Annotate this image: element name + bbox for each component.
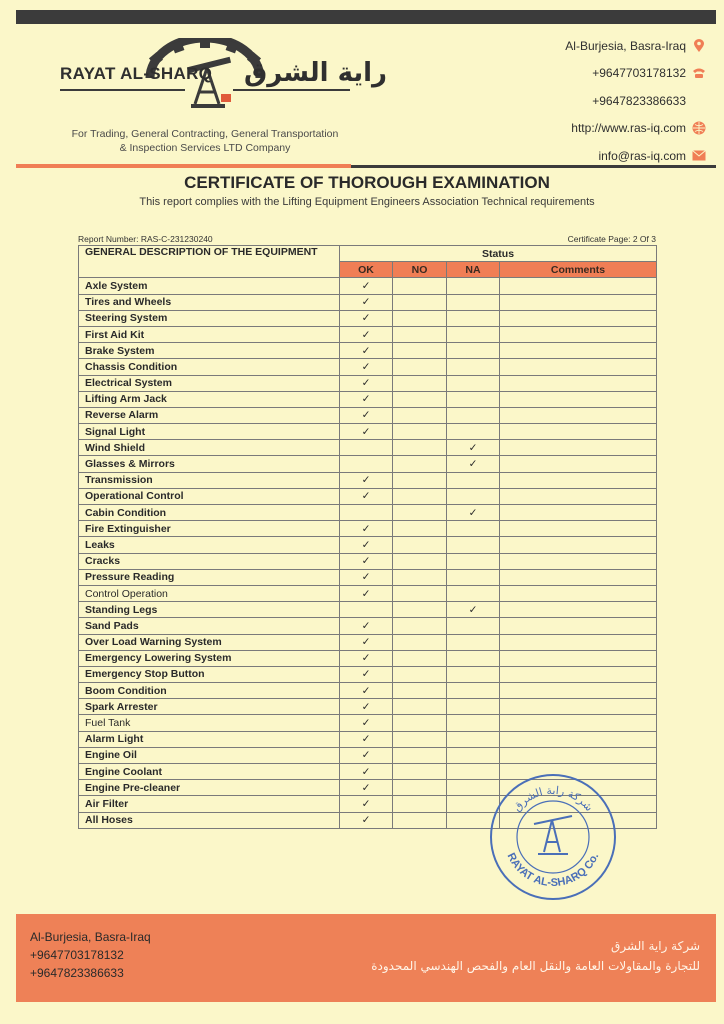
- check-mark-icon: ✓: [361, 474, 371, 487]
- status-cell-no: [393, 569, 447, 585]
- status-cell-no: [393, 715, 447, 731]
- check-mark-icon: ✓: [361, 571, 371, 584]
- equipment-item: Engine Oil: [79, 747, 340, 763]
- status-cell-ok: [340, 634, 393, 650]
- status-cell-ok: [340, 472, 393, 488]
- check-mark-icon: ✓: [468, 506, 478, 519]
- status-cell-ok: [340, 310, 393, 326]
- status-cell-ok: [340, 343, 393, 359]
- status-cell-na: [447, 359, 500, 375]
- table-row: [79, 424, 657, 440]
- contact-phone-1: +9647703178132: [565, 60, 706, 88]
- status-cell-ok: [340, 424, 393, 440]
- col-comments-header: Comments: [500, 262, 657, 278]
- status-cell-ok: [340, 747, 393, 763]
- status-cell-na: [447, 456, 500, 472]
- equipment-item: Cracks: [79, 553, 340, 569]
- status-cell-na: [447, 683, 500, 699]
- status-cell-na: [447, 747, 500, 763]
- status-cell-no: [393, 359, 447, 375]
- status-cell-no: [393, 488, 447, 504]
- status-cell-ok: [340, 488, 393, 504]
- check-mark-icon: ✓: [361, 344, 371, 357]
- equipment-item: Transmission: [79, 472, 340, 488]
- status-cell-na: [447, 699, 500, 715]
- comments-cell: [500, 553, 657, 569]
- equipment-item: First Aid Kit: [79, 326, 340, 342]
- status-cell-na: [447, 375, 500, 391]
- comments-cell: [500, 731, 657, 747]
- status-cell-ok: [340, 602, 393, 618]
- table-row: [79, 731, 657, 747]
- comments-cell: [500, 343, 657, 359]
- status-cell-ok: [340, 278, 393, 294]
- equipment-item: Control Operation: [79, 585, 340, 601]
- status-cell-no: [393, 747, 447, 763]
- comments-cell: [500, 537, 657, 553]
- status-cell-no: [393, 505, 447, 521]
- comments-cell: [500, 569, 657, 585]
- table-row: [79, 747, 657, 763]
- check-mark-icon: ✓: [361, 684, 371, 697]
- status-cell-ok: [340, 440, 393, 456]
- status-cell-no: [393, 278, 447, 294]
- top-bar: [16, 10, 716, 24]
- table-row: [79, 359, 657, 375]
- table-row: [79, 650, 657, 666]
- status-cell-na: [447, 440, 500, 456]
- check-mark-icon: ✓: [361, 296, 371, 309]
- status-cell-na: [447, 537, 500, 553]
- comments-cell: [500, 326, 657, 342]
- check-mark-icon: ✓: [361, 587, 371, 600]
- comments-cell: [500, 310, 657, 326]
- check-mark-icon: ✓: [361, 538, 371, 551]
- equipment-item: Glasses & Mirrors: [79, 456, 340, 472]
- comments-cell: [500, 456, 657, 472]
- comments-cell: [500, 634, 657, 650]
- check-mark-icon: ✓: [361, 555, 371, 568]
- status-cell-na: [447, 618, 500, 634]
- equipment-item: Standing Legs: [79, 602, 340, 618]
- status-cell-na: [447, 715, 500, 731]
- table-row: [79, 666, 657, 682]
- envelope-icon: [692, 149, 706, 163]
- equipment-item: Alarm Light: [79, 731, 340, 747]
- table-row: [79, 521, 657, 537]
- header-divider-dark: [351, 165, 716, 168]
- table-row: [79, 618, 657, 634]
- check-mark-icon: ✓: [361, 700, 371, 713]
- stamp-text-top: شركة راية الشرق: [510, 783, 596, 814]
- status-cell-no: [393, 391, 447, 407]
- status-header: Status: [340, 246, 657, 262]
- status-cell-na: [447, 602, 500, 618]
- status-cell-na: [447, 472, 500, 488]
- status-cell-na: [447, 488, 500, 504]
- status-cell-na: [447, 391, 500, 407]
- status-cell-na: [447, 731, 500, 747]
- status-cell-na: [447, 326, 500, 342]
- table-row: [79, 375, 657, 391]
- equipment-item: Wind Shield: [79, 440, 340, 456]
- comments-cell: [500, 699, 657, 715]
- equipment-item: Engine Pre-cleaner: [79, 780, 340, 796]
- status-cell-no: [393, 602, 447, 618]
- status-cell-na: [447, 585, 500, 601]
- status-cell-ok: [340, 650, 393, 666]
- report-number: Report Number: RAS-C-231230240: [78, 234, 213, 244]
- status-cell-ok: [340, 683, 393, 699]
- table-row: [79, 537, 657, 553]
- comments-cell: [500, 747, 657, 763]
- table-row: [79, 569, 657, 585]
- status-cell-no: [393, 812, 447, 828]
- check-mark-icon: ✓: [361, 668, 371, 681]
- company-stamp: [488, 772, 618, 902]
- table-row: [79, 343, 657, 359]
- check-mark-icon: ✓: [361, 733, 371, 746]
- brand-name-en: RAYAT AL-SHARQ: [60, 64, 213, 83]
- status-cell-no: [393, 521, 447, 537]
- check-mark-icon: ✓: [361, 765, 371, 778]
- comments-cell: [500, 391, 657, 407]
- equipment-item: Over Load Warning System: [79, 634, 340, 650]
- check-mark-icon: ✓: [361, 425, 371, 438]
- status-cell-no: [393, 585, 447, 601]
- table-row: [79, 715, 657, 731]
- contact-website[interactable]: http://www.ras-iq.com: [565, 115, 706, 143]
- status-cell-ok: [340, 812, 393, 828]
- table-row: [79, 585, 657, 601]
- equipment-item: Electrical System: [79, 375, 340, 391]
- stamp-pump-icon: [534, 816, 572, 854]
- table-row: [79, 294, 657, 310]
- contact-email[interactable]: info@ras-iq.com: [565, 142, 706, 170]
- footer-band: [16, 914, 716, 1002]
- table-row: [79, 440, 657, 456]
- comments-cell: [500, 278, 657, 294]
- certificate-page: Certificate Page: 2 Of 3: [567, 234, 656, 244]
- status-cell-ok: [340, 456, 393, 472]
- status-cell-no: [393, 456, 447, 472]
- status-cell-no: [393, 375, 447, 391]
- equipment-item: Chassis Condition: [79, 359, 340, 375]
- description-header: GENERAL DESCRIPTION OF THE EQUIPMENT: [79, 246, 340, 278]
- status-cell-ok: [340, 553, 393, 569]
- table-row: [79, 326, 657, 342]
- comments-cell: [500, 294, 657, 310]
- footer-company-ar: شركة راية الشرق للتجارة والمقاولات العامة والنقل العام والفحص الهندسي المحدودة: [371, 939, 700, 973]
- status-cell-na: [447, 424, 500, 440]
- status-cell-ok: [340, 764, 393, 780]
- phone-icon: [692, 66, 706, 80]
- col-na-header: NA: [447, 262, 500, 278]
- table-row: [79, 699, 657, 715]
- equipment-item: Tires and Wheels: [79, 294, 340, 310]
- table-row: [79, 505, 657, 521]
- status-cell-na: [447, 650, 500, 666]
- brand-name-ar: راية الشرق: [244, 58, 388, 88]
- table-row: [79, 310, 657, 326]
- table-row: [79, 472, 657, 488]
- status-cell-no: [393, 310, 447, 326]
- status-cell-ok: [340, 294, 393, 310]
- examination-table: [78, 245, 657, 829]
- status-cell-ok: [340, 699, 393, 715]
- status-cell-na: [447, 407, 500, 423]
- comments-cell: [500, 488, 657, 504]
- comments-cell: [500, 715, 657, 731]
- status-cell-na: [447, 505, 500, 521]
- status-cell-no: [393, 294, 447, 310]
- equipment-item: Emergency Lowering System: [79, 650, 340, 666]
- equipment-item: Engine Coolant: [79, 764, 340, 780]
- check-mark-icon: ✓: [361, 328, 371, 341]
- check-mark-icon: ✓: [361, 377, 371, 390]
- check-mark-icon: ✓: [468, 441, 478, 454]
- comments-cell: [500, 683, 657, 699]
- comments-cell: [500, 407, 657, 423]
- status-cell-no: [393, 650, 447, 666]
- check-mark-icon: ✓: [361, 749, 371, 762]
- status-cell-ok: [340, 537, 393, 553]
- table-row: [79, 602, 657, 618]
- comments-cell: [500, 650, 657, 666]
- check-mark-icon: ✓: [361, 490, 371, 503]
- check-mark-icon: ✓: [361, 717, 371, 730]
- check-mark-icon: ✓: [361, 522, 371, 535]
- status-cell-no: [393, 618, 447, 634]
- equipment-item: Fire Extinguisher: [79, 521, 340, 537]
- comments-cell: [500, 424, 657, 440]
- status-cell-na: [447, 278, 500, 294]
- location-pin-icon: [692, 39, 706, 53]
- check-mark-icon: ✓: [361, 636, 371, 649]
- header-divider-orange: [16, 164, 351, 168]
- status-cell-ok: [340, 505, 393, 521]
- equipment-item: Signal Light: [79, 424, 340, 440]
- table-row: [79, 683, 657, 699]
- equipment-item: Air Filter: [79, 796, 340, 812]
- status-cell-ok: [340, 391, 393, 407]
- status-cell-ok: [340, 326, 393, 342]
- status-cell-ok: [340, 715, 393, 731]
- check-mark-icon: ✓: [361, 312, 371, 325]
- comments-cell: [500, 521, 657, 537]
- equipment-item: Fuel Tank: [79, 715, 340, 731]
- status-cell-no: [393, 683, 447, 699]
- certificate-title: CERTIFICATE OF THOROUGH EXAMINATION: [184, 173, 550, 192]
- col-no-header: NO: [393, 262, 447, 278]
- examination-rows: [79, 278, 657, 828]
- check-mark-icon: ✓: [361, 619, 371, 632]
- status-cell-na: [447, 343, 500, 359]
- equipment-item: Spark Arrester: [79, 699, 340, 715]
- table-row: [79, 391, 657, 407]
- status-cell-no: [393, 326, 447, 342]
- status-cell-na: [447, 310, 500, 326]
- comments-cell: [500, 505, 657, 521]
- globe-icon: [692, 121, 706, 135]
- table-row: [79, 488, 657, 504]
- check-mark-icon: ✓: [361, 652, 371, 665]
- status-cell-na: [447, 294, 500, 310]
- contact-block: [565, 32, 706, 170]
- equipment-item: All Hoses: [79, 812, 340, 828]
- check-mark-icon: ✓: [361, 814, 371, 827]
- comments-cell: [500, 666, 657, 682]
- status-cell-ok: [340, 585, 393, 601]
- comments-cell: [500, 618, 657, 634]
- equipment-item: Lifting Arm Jack: [79, 391, 340, 407]
- check-mark-icon: ✓: [361, 409, 371, 422]
- check-mark-icon: ✓: [361, 781, 371, 794]
- status-cell-no: [393, 553, 447, 569]
- equipment-item: Axle System: [79, 278, 340, 294]
- check-mark-icon: ✓: [361, 797, 371, 810]
- status-cell-no: [393, 666, 447, 682]
- equipment-item: Cabin Condition: [79, 505, 340, 521]
- certificate-subtitle: This report complies with the Lifting Equipment Engineers Association Technical requirements: [139, 196, 595, 208]
- stamp-text-bottom: RAYAT AL-SHARQ Co.: [504, 851, 602, 890]
- equipment-item: Operational Control: [79, 488, 340, 504]
- col-ok-header: OK: [340, 262, 393, 278]
- status-cell-no: [393, 634, 447, 650]
- status-cell-na: [447, 634, 500, 650]
- comments-cell: [500, 472, 657, 488]
- status-cell-no: [393, 407, 447, 423]
- equipment-item: Steering System: [79, 310, 340, 326]
- footer-contact: Al-Burjesia, Basra-Iraq +9647703178132 +9647823386633: [30, 930, 151, 980]
- contact-phone-2: +9647823386633: [592, 93, 686, 108]
- status-cell-na: [447, 553, 500, 569]
- equipment-item: Pressure Reading: [79, 569, 340, 585]
- status-cell-ok: [340, 375, 393, 391]
- status-cell-no: [393, 780, 447, 796]
- table-row: [79, 456, 657, 472]
- status-cell-ok: [340, 618, 393, 634]
- equipment-item: Boom Condition: [79, 683, 340, 699]
- comments-cell: [500, 375, 657, 391]
- status-cell-na: [447, 521, 500, 537]
- status-cell-ok: [340, 780, 393, 796]
- status-cell-ok: [340, 796, 393, 812]
- contact-address: Al-Burjesia, Basra-Iraq: [565, 32, 706, 60]
- equipment-item: Reverse Alarm: [79, 407, 340, 423]
- comments-cell: [500, 440, 657, 456]
- status-cell-no: [393, 472, 447, 488]
- check-mark-icon: ✓: [468, 458, 478, 471]
- status-cell-no: [393, 796, 447, 812]
- check-mark-icon: ✓: [361, 360, 371, 373]
- check-mark-icon: ✓: [361, 393, 371, 406]
- status-cell-no: [393, 699, 447, 715]
- table-row: [79, 634, 657, 650]
- comments-cell: [500, 585, 657, 601]
- equipment-item: Leaks: [79, 537, 340, 553]
- status-cell-no: [393, 424, 447, 440]
- company-tagline: For Trading, General Contracting, General Transportation & Inspection Services LTD Company: [71, 128, 339, 154]
- status-cell-no: [393, 343, 447, 359]
- status-cell-ok: [340, 521, 393, 537]
- table-row: [79, 407, 657, 423]
- comments-cell: [500, 359, 657, 375]
- status-cell-no: [393, 731, 447, 747]
- status-cell-no: [393, 537, 447, 553]
- equipment-item: Brake System: [79, 343, 340, 359]
- status-cell-ok: [340, 359, 393, 375]
- status-cell-ok: [340, 569, 393, 585]
- equipment-item: Sand Pads: [79, 618, 340, 634]
- table-row: [79, 278, 657, 294]
- status-cell-no: [393, 764, 447, 780]
- status-cell-ok: [340, 666, 393, 682]
- status-cell-ok: [340, 407, 393, 423]
- status-cell-na: [447, 569, 500, 585]
- check-mark-icon: ✓: [361, 279, 371, 292]
- status-cell-no: [393, 440, 447, 456]
- check-mark-icon: ✓: [468, 603, 478, 616]
- comments-cell: [500, 602, 657, 618]
- equipment-item: Emergency Stop Button: [79, 666, 340, 682]
- status-cell-na: [447, 666, 500, 682]
- status-cell-ok: [340, 731, 393, 747]
- table-row: [79, 553, 657, 569]
